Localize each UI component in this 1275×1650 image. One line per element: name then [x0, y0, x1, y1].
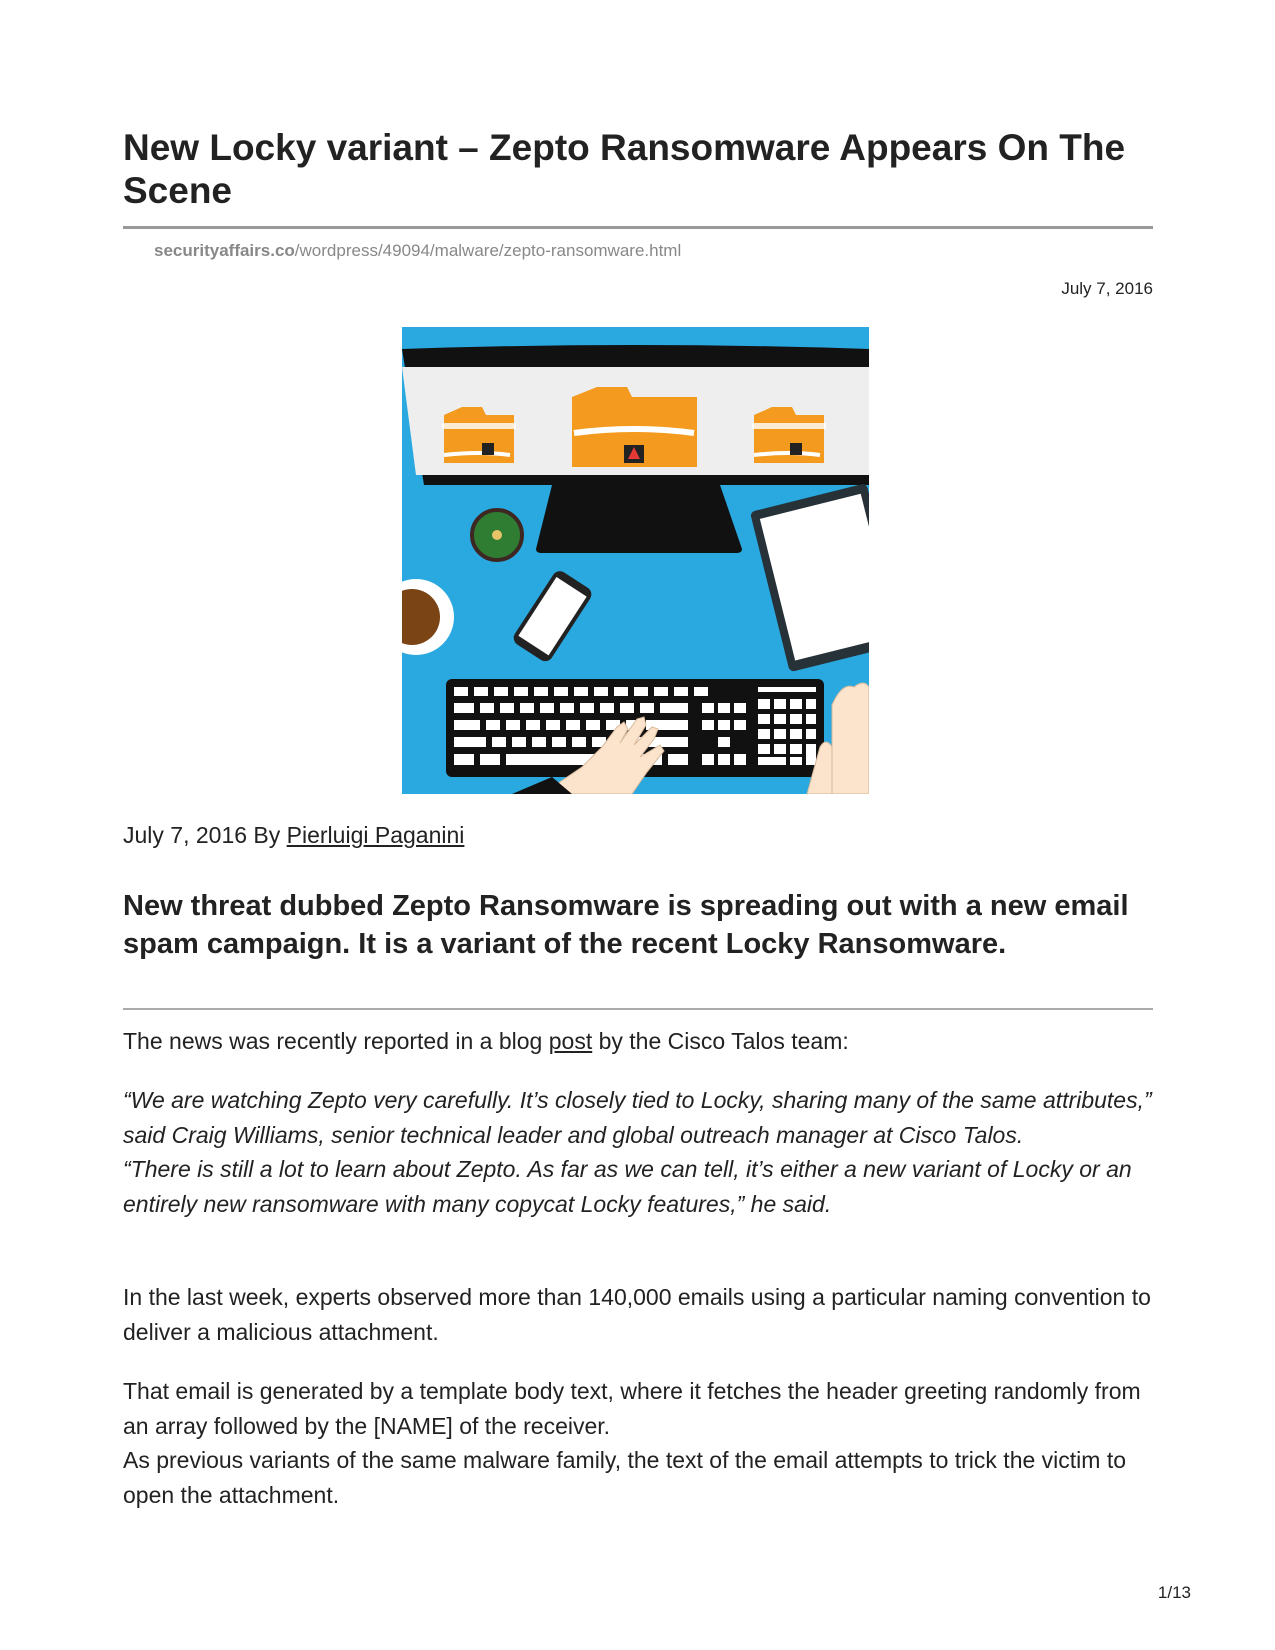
author-link[interactable]: Pierluigi Paganini — [286, 822, 465, 848]
template-paragraph — [123, 1374, 1153, 1512]
template-text: That email is generated by a template body text, where it fetches the header greeting randomly from an array followed by the [NAME] of the receiver. — [123, 1378, 1141, 1439]
source-domain: securityaffairs.co — [154, 241, 295, 260]
page-number: 1/13 — [1157, 1583, 1191, 1602]
byline — [123, 822, 464, 849]
quote-said: “There is still a lot to learn about Zepto. As far as we can tell, it’s either a new variant of Locky or an entirely new ransomware with many copycat Locky features,” he said. — [123, 1156, 1132, 1217]
locked-folder-icon — [752, 407, 826, 463]
variants-text: As previous variants of the same malware family, the text of the email attempts to trick the victim to open the attachment. — [123, 1447, 1127, 1508]
intro-paragraph — [123, 1024, 1153, 1059]
intro-text-after: by the Cisco Talos team: — [592, 1028, 849, 1054]
source-url[interactable] — [154, 241, 681, 261]
emails-paragraph: In the last week, experts observed more than 140,000 emails using a particular naming convention to deliver a malicious attachment. — [123, 1284, 1151, 1345]
article-subheading: New threat dubbed Zepto Ransomware is spreading out with a new email spam campaign. It is a variant of the recent Locky Ransomware. — [123, 890, 1129, 960]
title-divider — [123, 226, 1153, 229]
locked-folder-icon — [572, 387, 697, 467]
publish-date: July 7, 2016 — [1061, 279, 1153, 298]
byline-date: July 7, 2016 — [123, 822, 248, 848]
byline-by: By — [253, 822, 281, 848]
blog-post-link[interactable]: post — [548, 1028, 593, 1054]
article-title: New Locky variant – Zepto Ransomware Appears On The Scene — [123, 127, 1126, 211]
locked-folder-icon — [442, 407, 516, 463]
quote-block — [123, 1083, 1153, 1221]
hero-image — [402, 327, 869, 794]
quote-williams: “We are watching Zepto very carefully. It’s closely tied to Locky, sharing many of the same attributes,” said Craig Williams, senior technical leader and global outreach manager at Cisco Talos. — [123, 1087, 1152, 1148]
source-path: /wordpress/49094/malware/zepto-ransomware.html — [294, 241, 682, 260]
intro-text-before: The news was recently reported in a blog — [123, 1028, 549, 1054]
subheading-divider — [123, 1008, 1153, 1010]
